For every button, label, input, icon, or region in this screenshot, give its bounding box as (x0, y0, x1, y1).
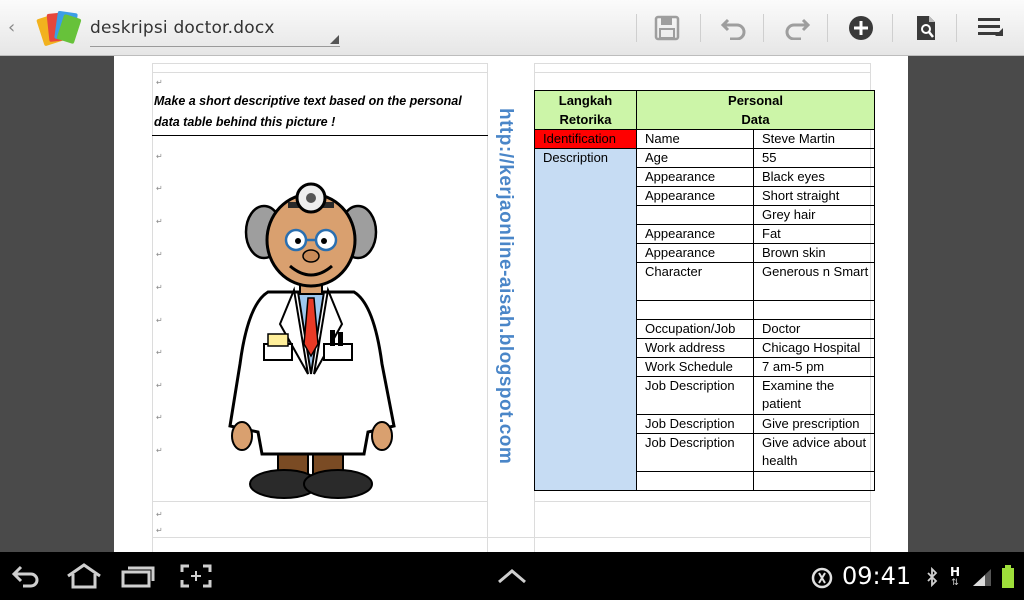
header-langkah: Langkah (558, 93, 613, 108)
table-gridline (152, 72, 488, 73)
clock: 09:41 (842, 562, 912, 590)
value-cell[interactable]: Brown skin (754, 244, 875, 263)
expand-up-icon[interactable] (496, 566, 528, 586)
value-cell[interactable]: Give advice about health (754, 434, 875, 472)
bluetooth-icon (924, 566, 940, 588)
add-icon[interactable] (843, 10, 879, 46)
field-cell[interactable]: Appearance (637, 244, 754, 263)
redo-icon[interactable] (779, 10, 815, 46)
personal-data-table[interactable] (534, 90, 875, 491)
data-arrows-icon: ⇅ (951, 578, 959, 588)
table-row (535, 130, 875, 149)
back-chevron-icon[interactable]: ‹ (8, 17, 16, 38)
field-cell[interactable]: Work Schedule (637, 358, 754, 377)
doctor-cartoon-image[interactable] (218, 174, 408, 504)
value-cell[interactable] (754, 472, 875, 491)
toolbar-divider (700, 14, 701, 42)
field-cell[interactable]: Appearance (637, 225, 754, 244)
paragraph-mark: ↵ (156, 283, 163, 292)
table-gridline (152, 63, 153, 552)
paragraph-mark: ↵ (156, 510, 163, 519)
screenshot-icon[interactable] (178, 562, 214, 590)
field-cell[interactable]: Job Description (637, 434, 754, 472)
value-cell[interactable]: Short straight (754, 187, 875, 206)
toolbar-divider (956, 14, 957, 42)
description-cell[interactable]: Description (535, 149, 637, 491)
field-cell[interactable]: Age (637, 149, 754, 168)
document-view-icon[interactable] (908, 10, 944, 46)
notification-icon[interactable] (810, 566, 834, 590)
field-cell[interactable] (637, 301, 754, 320)
battery-icon (998, 564, 1018, 590)
field-cell[interactable] (637, 206, 754, 225)
table-gridline (534, 72, 870, 73)
table-gridline (534, 63, 870, 64)
table-row (535, 149, 875, 168)
value-cell[interactable] (754, 301, 875, 320)
table-gridline (534, 501, 870, 502)
value-cell[interactable]: Steve Martin (754, 130, 875, 149)
field-cell[interactable] (637, 472, 754, 491)
header-data: Data (741, 112, 770, 127)
signal-strength-icon (970, 566, 994, 588)
field-cell[interactable]: Work address (637, 339, 754, 358)
paragraph-mark: ↵ (156, 217, 163, 226)
header-personal-data[interactable] (637, 91, 875, 130)
toolbar-divider (636, 14, 637, 42)
value-cell[interactable]: 7 am-5 pm (754, 358, 875, 377)
network-type-label: H (949, 565, 961, 579)
network-h-icon (944, 564, 966, 590)
toolbar-divider (892, 14, 893, 42)
field-cell[interactable]: Appearance (637, 187, 754, 206)
field-cell[interactable]: Occupation/Job (637, 320, 754, 339)
value-cell[interactable]: Generous n Smart (754, 263, 875, 301)
watermark-url-text[interactable]: http://kerjaonline-aisah.blogspot.com (495, 108, 516, 465)
field-cell[interactable]: Job Description (637, 415, 754, 434)
value-cell[interactable]: Chicago Hospital (754, 339, 875, 358)
field-cell[interactable]: Job Description (637, 377, 754, 415)
toolbar-divider (827, 14, 828, 42)
value-cell[interactable]: Examine the patient (754, 377, 875, 415)
paragraph-mark: ↵ (156, 413, 163, 422)
table-gridline (152, 63, 488, 64)
paragraph-mark: ↵ (156, 348, 163, 357)
header-langkah-retorika[interactable] (535, 91, 637, 130)
undo-icon[interactable] (716, 10, 752, 46)
app-logo-icon[interactable] (36, 8, 82, 48)
header-retorika: Retorika (559, 112, 612, 127)
recent-apps-icon[interactable] (120, 562, 156, 590)
paragraph-mark: ↵ (156, 446, 163, 455)
paragraph-mark: ↵ (156, 250, 163, 259)
watermark-url (494, 108, 518, 552)
title-dropdown-icon[interactable] (330, 35, 339, 44)
paragraph-mark: ↵ (156, 78, 163, 87)
menu-icon[interactable] (972, 10, 1008, 46)
paragraph-mark: ↵ (156, 526, 163, 535)
paragraph-mark: ↵ (156, 184, 163, 193)
header-personal: Personal (728, 93, 783, 108)
field-cell[interactable]: Appearance (637, 168, 754, 187)
identification-cell[interactable]: Identification (535, 130, 637, 149)
field-cell[interactable]: Name (637, 130, 754, 149)
instruction-border (152, 135, 488, 136)
document-title[interactable]: deskripsi doctor.docx (90, 18, 275, 38)
paragraph-mark: ↵ (156, 381, 163, 390)
value-cell[interactable]: Doctor (754, 320, 875, 339)
toolbar-divider (763, 14, 764, 42)
home-icon[interactable] (64, 562, 104, 590)
value-cell[interactable]: Give prescription (754, 415, 875, 434)
value-cell[interactable]: Grey hair (754, 206, 875, 225)
back-icon[interactable] (10, 562, 44, 590)
table-gridline (487, 63, 488, 552)
value-cell[interactable]: Black eyes (754, 168, 875, 187)
paragraph-mark: ↵ (156, 316, 163, 325)
instruction-text[interactable]: Make a short descriptive text based on the personal data table behind this picture ! (154, 94, 462, 129)
field-cell[interactable]: Character (637, 263, 754, 301)
value-cell[interactable]: Fat (754, 225, 875, 244)
document-page[interactable] (114, 56, 908, 552)
action-bar (0, 0, 1024, 56)
save-icon[interactable] (649, 10, 685, 46)
title-underline (90, 46, 340, 47)
value-cell[interactable]: 55 (754, 149, 875, 168)
paragraph-mark: ↵ (156, 152, 163, 161)
